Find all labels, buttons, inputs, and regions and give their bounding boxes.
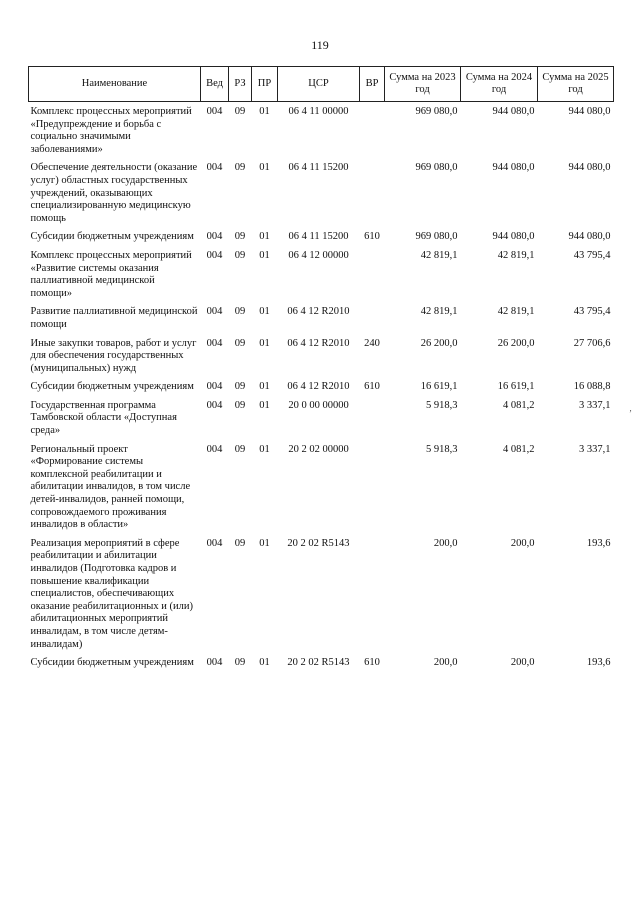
cell-sum-2025: 43 795,4	[573, 306, 611, 318]
table-row	[29, 400, 614, 444]
header-sum-2025: Сумма на 2025 год	[538, 67, 614, 102]
cell-csr: 06 4 11 15200	[288, 231, 349, 243]
cell-pr: 01	[259, 443, 270, 455]
table-row	[29, 102, 614, 163]
cell-rz: 09	[234, 231, 246, 243]
cell-sum-2025: 944 080,0	[568, 162, 611, 174]
cell-name: Комплекс процессных мероприятий «Предупреждение и борьба с социально значимыми заболеваниями»	[30, 106, 192, 155]
table-row	[29, 250, 614, 306]
cell-name: Иные закупки товаров, работ и услуг для обеспечения государственных (муниципальных) нужд	[30, 337, 197, 374]
table-row	[29, 338, 614, 382]
header-sum-2023: Сумма на 2023 год	[385, 67, 461, 102]
cell-name: Субсидии бюджетным учреждениям	[30, 381, 194, 393]
cell-sum-2025: 43 795,4	[573, 249, 611, 261]
cell-pr: 01	[259, 337, 270, 349]
header-name: Наименование	[29, 67, 201, 102]
cell-sum-2025: 193,6	[586, 657, 611, 669]
cell-rz: 09	[234, 306, 246, 318]
cell-rz: 09	[234, 399, 246, 411]
cell-rz: 09	[234, 106, 246, 117]
cell-sum-2024: 200,0	[510, 537, 535, 549]
header-sum-2024: Сумма на 2024 год	[461, 67, 538, 102]
scan-mark: ‚	[629, 403, 632, 413]
cell-sum-2023: 26 200,0	[420, 337, 458, 349]
cell-pr: 01	[259, 231, 270, 243]
cell-vr: 240	[364, 337, 380, 349]
table-row	[29, 657, 614, 676]
cell-sum-2023: 969 080,0	[415, 106, 458, 117]
cell-csr: 06 4 12 R2010	[287, 381, 350, 393]
header-pr: ПР	[252, 67, 278, 102]
cell-csr: 06 4 12 00000	[288, 249, 349, 261]
cell-ved: 004	[206, 537, 223, 549]
cell-csr: 06 4 12 R2010	[287, 337, 350, 349]
table-header	[29, 67, 614, 102]
page-number: 119	[311, 38, 329, 52]
cell-sum-2024: 4 081,2	[503, 399, 535, 411]
cell-sum-2023: 42 819,1	[420, 249, 458, 261]
cell-name: Региональный проект «Формирование системы комплексной реабилитации и абилитации инвалидов, в том числе детей-инвалидов, ранней помощи, сопровождаемого проживания инвалидов в области»	[30, 443, 191, 531]
cell-vr	[360, 250, 385, 306]
cell-sum-2023: 969 080,0	[415, 231, 458, 243]
cell-pr: 01	[259, 106, 270, 117]
cell-ved: 004	[206, 381, 223, 393]
cell-vr: 610	[364, 381, 380, 393]
header-rz: РЗ	[229, 67, 252, 102]
cell-vr: 610	[364, 231, 380, 243]
cell-rz: 09	[234, 381, 246, 393]
cell-pr: 01	[259, 537, 270, 549]
cell-name: Развитие паллиативной медицинской помощи	[30, 306, 198, 330]
cell-sum-2024: 16 619,1	[497, 381, 535, 393]
table-row	[29, 444, 614, 538]
cell-sum-2023: 5 918,3	[426, 443, 458, 455]
cell-vr	[360, 162, 385, 231]
cell-vr	[360, 306, 385, 337]
cell-ved: 004	[206, 249, 223, 261]
cell-sum-2024: 944 080,0	[492, 162, 535, 174]
cell-ved: 004	[206, 231, 223, 243]
cell-pr: 01	[259, 306, 270, 318]
cell-sum-2023: 16 619,1	[420, 381, 458, 393]
cell-csr: 06 4 11 00000	[288, 106, 349, 117]
cell-sum-2023: 5 918,3	[426, 399, 458, 411]
cell-csr: 20 2 02 00000	[288, 443, 349, 455]
cell-sum-2023: 42 819,1	[420, 306, 458, 318]
cell-csr: 06 4 12 R2010	[287, 306, 350, 318]
cell-sum-2023: 200,0	[433, 657, 458, 669]
cell-vr	[360, 444, 385, 538]
cell-pr: 01	[259, 399, 270, 411]
table-row	[29, 306, 614, 337]
cell-name: Реализация мероприятий в сфере реабилитации и абилитации инвалидов (Подготовка кадров и повышение квалификации специалистов, обеспечивающих оказание реабилитационных и (или) абилитационных мероприятий инвалидам, в том числе детям-инвалидам)	[30, 537, 193, 650]
cell-ved: 004	[206, 106, 223, 117]
cell-pr: 01	[259, 162, 270, 174]
cell-sum-2025: 16 088,8	[573, 381, 611, 393]
cell-sum-2024: 42 819,1	[497, 249, 535, 261]
cell-sum-2023: 969 080,0	[415, 162, 458, 174]
header-ved: Вед	[201, 67, 229, 102]
cell-name: Субсидии бюджетным учреждениям	[30, 231, 194, 243]
cell-name: Комплекс процессных мероприятий «Развитие системы оказания паллиативной медицинской помощи»	[30, 249, 192, 299]
cell-sum-2024: 944 080,0	[492, 106, 535, 117]
cell-ved: 004	[206, 443, 223, 455]
cell-name: Обеспечение деятельности (оказание услуг) областных государственных учреждений, оказывающих специализированную медицинскую помощь	[30, 162, 198, 224]
cell-pr: 01	[259, 249, 270, 261]
cell-csr: 20 0 00 00000	[288, 399, 349, 411]
cell-sum-2024: 42 819,1	[497, 306, 535, 318]
table-row	[29, 162, 614, 231]
table-body	[29, 102, 614, 676]
cell-rz: 09	[234, 657, 246, 669]
cell-rz: 09	[234, 162, 246, 174]
cell-csr: 06 4 11 15200	[288, 162, 349, 174]
header-csr: ЦСР	[278, 67, 360, 102]
cell-name: Государственная программа Тамбовской области «Доступная среда»	[30, 399, 177, 437]
cell-pr: 01	[259, 381, 270, 393]
cell-name: Субсидии бюджетным учреждениям	[30, 657, 194, 669]
cell-ved: 004	[206, 162, 223, 174]
budget-table	[28, 66, 614, 676]
cell-sum-2023: 200,0	[433, 537, 458, 549]
cell-rz: 09	[234, 337, 246, 349]
cell-sum-2025: 27 706,6	[573, 337, 611, 349]
cell-csr: 20 2 02 R5143	[287, 657, 350, 669]
cell-rz: 09	[234, 249, 246, 261]
cell-rz: 09	[234, 443, 246, 455]
cell-sum-2025: 944 080,0	[568, 106, 611, 117]
table-row	[29, 381, 614, 400]
cell-sum-2025: 193,6	[586, 537, 611, 549]
cell-csr: 20 2 02 R5143	[287, 537, 350, 549]
cell-sum-2025: 3 337,1	[579, 399, 611, 411]
cell-ved: 004	[206, 399, 223, 411]
cell-sum-2024: 944 080,0	[492, 231, 535, 243]
cell-vr	[360, 102, 385, 163]
cell-ved: 004	[206, 306, 223, 318]
cell-ved: 004	[206, 657, 223, 669]
cell-sum-2024: 26 200,0	[497, 337, 535, 349]
header-vr: ВР	[360, 67, 385, 102]
cell-vr	[360, 538, 385, 657]
cell-sum-2024: 4 081,2	[503, 443, 535, 455]
cell-rz: 09	[234, 537, 246, 549]
cell-sum-2024: 200,0	[510, 657, 535, 669]
cell-ved: 004	[206, 337, 223, 349]
cell-sum-2025: 3 337,1	[579, 443, 611, 455]
table-row	[29, 538, 614, 657]
cell-sum-2025: 944 080,0	[568, 231, 611, 243]
table-row	[29, 231, 614, 250]
cell-vr: 610	[364, 657, 380, 669]
cell-pr: 01	[259, 657, 270, 669]
cell-vr	[360, 400, 385, 444]
